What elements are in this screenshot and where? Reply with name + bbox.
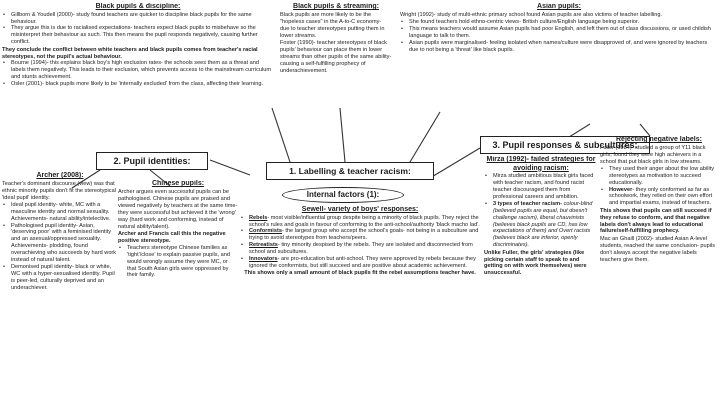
family-stereotype-point: • Teachers stereotype Chinese families as 'tight'/close' to explain passive pupils, and would wrongly assume they were MC, or that South Asian girls were oppressed by their family. bbox=[118, 245, 238, 280]
conformists-point bbox=[240, 228, 480, 242]
rebels-desc: - most visible/influential group despite being a minority of black pupils. They reject the school's rules and goals in favour of conforming to the anti-school/authority 'black macho lad'. bbox=[249, 214, 480, 228]
conformists-term: Conformists bbox=[249, 228, 282, 235]
fuller-conclusion: This shows that pupils can still succeed if they refuse to conform, and that negative labels don't always lead to educational failure/self-fulfilling prophecy. bbox=[600, 207, 712, 235]
section-heading: Sewell- variety of boys' responses: bbox=[301, 206, 419, 213]
ideal-pupil-point: • Ideal pupil identity- white, MC with a masculine identity and normal sexuality. Achievements- natural ability/intelective. bbox=[2, 202, 118, 223]
connector-line bbox=[410, 112, 440, 162]
black-pupils-streaming-section bbox=[280, 3, 392, 153]
section-heading: Rejecting negative labels: bbox=[616, 136, 702, 143]
black-pupils-discipline-section bbox=[2, 3, 274, 151]
mirza-study-point: • Mirza studied ambitious black girls faced with teacher racism, and found racist teacher discouraged them from professional careers and ambition. bbox=[484, 173, 598, 201]
section-heading: Black pupils & discipline: bbox=[95, 3, 181, 10]
pathologised-pupil-point: • Pathologised pupil identity- Asian, 'deserving poor' with a feminised identity and an asexual/oppressed sexuality. Achievements- plodding, found overachieving who succeeds by hard work instead of natural talent. bbox=[2, 223, 118, 264]
fuller-text: Fuller (1984)- studied a group of Y11 black girls, found they were high achievers in a school that put black girls in low streams. bbox=[600, 145, 706, 165]
rebels-point bbox=[240, 215, 480, 229]
however-desc: - they only conformed as far as schoolwork, they relied on their own effort and impartial exams, instead of teachers. bbox=[609, 186, 713, 207]
chinese-text: Archer argues even successful pupils can be pathologised. Chinese pupils are praised and viewed negatively by teachers at the same time- they were successful but achieved it the 'wrong' way (hard work and conforming, instead of natural ability/talent). bbox=[118, 189, 238, 230]
chinese-pupils-section bbox=[118, 180, 238, 402]
foster-text: Foster (1990)- teacher stereotypes of black pupils' behaviour can place them in lower streams than other pupils of the same ability- causing a self-fulfilling prophecy of underachievement. bbox=[280, 40, 392, 74]
conclusion-text: They conclude the conflict between white teachers and black pupils comes from teacher's racial stereotypes, not the pupil's actual behaviour. bbox=[2, 46, 258, 60]
section-heading: Asian pupils: bbox=[537, 3, 581, 10]
osler-point: • Osler (2001)- black pupils more likely to be 'internally excluded' from the class, affecting their learning. bbox=[2, 81, 274, 88]
racism-types-label: 3 types of teacher racism- bbox=[493, 200, 563, 207]
demonised-pupil-point: • Demonised pupil identity- black or white, WC with a hyper-sexualised identity. Pupil is peer-led, culturally deprived and an underachiever. bbox=[2, 264, 118, 292]
archer-section bbox=[2, 172, 118, 402]
poor-english-point: • This means teachers would assume Asian pupils had poor English, and left them out of class discussions, or used childish language to talk to them. bbox=[400, 26, 718, 40]
sewell-conclusion: This shows only a small amount of black pupils fit the rebel assumptions teacher have. bbox=[244, 270, 476, 277]
internal-factors-oval: Internal factors (1): bbox=[282, 187, 404, 203]
asian-pupils-section bbox=[400, 3, 718, 115]
anger-motivation-point: • They used their anger about the low ability stereotypes as motivation to succeed educationally. bbox=[600, 166, 718, 187]
sewell-section bbox=[240, 206, 480, 402]
innovators-term: Innovators bbox=[249, 256, 278, 263]
gillborn-youdell-point: • Gillborn & Youdell (2000)- study found teachers are quicker to discipline black pupils for the same behaviour. bbox=[2, 12, 274, 26]
negative-positive-text: Archer and Francis call this the negative positive stereotype. bbox=[118, 231, 226, 244]
retreatists-desc: - tiny minority despised by the rebels. They are isolated and disconnected from school and subcultures. bbox=[249, 242, 473, 256]
ethnocentric-point: • She found teachers hold ethno-centric views- British culture/English language being superior. bbox=[400, 19, 718, 26]
racism-types-desc: colour-blind (believed pupils are equal, but doesn't challenge racism), liberal chauvinists (believes black pupils are CD, has low expectations of them) and Overt racists (believes black are inferior, openly discriminates). bbox=[493, 200, 593, 249]
conformists-desc: - the largest group who accept the school's goals- not being in a subculture and trying to avoid stereotypes from teachers/peers. bbox=[249, 228, 479, 242]
labelling-teacher-racism-title: 1. Labelling & teacher racism: bbox=[266, 162, 434, 180]
however-term: However bbox=[609, 186, 633, 193]
pupil-identities-title: 2. Pupil identities: bbox=[96, 152, 208, 170]
mirza-section bbox=[484, 156, 598, 402]
mac-an-ghaill-text: Mac an Ghaill (2002)- studied Asian A-level students, reached the same conclusion- pupils don't always accept the negative labels teachers give them. bbox=[600, 235, 716, 263]
racialised-expectations-point: • They argue this is due to racialised expectations- teachers expect black pupils to misbehave so the misinterpret their behaviour as such. This then means the pupil responds negatively, causing further conflict. bbox=[2, 25, 274, 46]
innovators-point bbox=[240, 256, 480, 270]
section-heading: Chinese pupils: bbox=[151, 180, 205, 187]
section-heading: Mirza (1992)- failed strategies for avoiding racism: bbox=[486, 156, 596, 172]
connector-line bbox=[430, 148, 480, 178]
connector-line bbox=[210, 160, 250, 175]
retreatists-term: Retreatists bbox=[249, 242, 278, 249]
archer-intro: Teacher's dominant discourse (view) was that ethnic minority pupils don't fit the stereotypical 'ideal pupil' identity. bbox=[2, 181, 116, 201]
marginalised-point: • Asian pupils were marginalised- feeling isolated when names/culture were disapproved of, and were ignored by teachers due to not being a 'threat' like black pupils. bbox=[400, 40, 718, 54]
streaming-text: Black pupils are more likely to be the "hopeless cases" in the A-to-C economy- due to teacher stereotypes putting them in lower streams. bbox=[280, 12, 385, 39]
rejecting-labels-section bbox=[600, 136, 718, 402]
bourne-point: • Bourne (1994)- this explains black boy's high exclusion rates- the schools sees them as a threat and labels them negatively. This leads to their exclusion, which prevents access to the mainstream curriculum and stunts achievement. bbox=[2, 60, 274, 81]
rebels-term: Rebels bbox=[249, 214, 268, 221]
unlike-fuller-text: Unlike Fuller, the girls' strategies (like picking certain staff to speak to and getting on with work themselves) were unsuccessful. bbox=[484, 249, 587, 277]
section-heading: Archer (2008): bbox=[36, 172, 84, 179]
teacher-racism-types-point bbox=[484, 201, 598, 249]
retreatists-point bbox=[240, 242, 480, 256]
wright-text: Wright (1992)- study of multi-ethnic primary school found Asian pupils are also victims of teacher labelling. bbox=[400, 12, 662, 19]
innovators-desc: - are pro-education but anti-school. They were approved by rebels because they ignored the conformists, but still succeed and are positive about academic achievement. bbox=[249, 256, 476, 269]
connector-line bbox=[640, 124, 650, 136]
pupil-responses-title: 3. Pupil responses & subcultures: bbox=[480, 136, 650, 154]
section-heading: Black pupils & streaming: bbox=[293, 3, 379, 10]
however-point bbox=[600, 187, 718, 208]
